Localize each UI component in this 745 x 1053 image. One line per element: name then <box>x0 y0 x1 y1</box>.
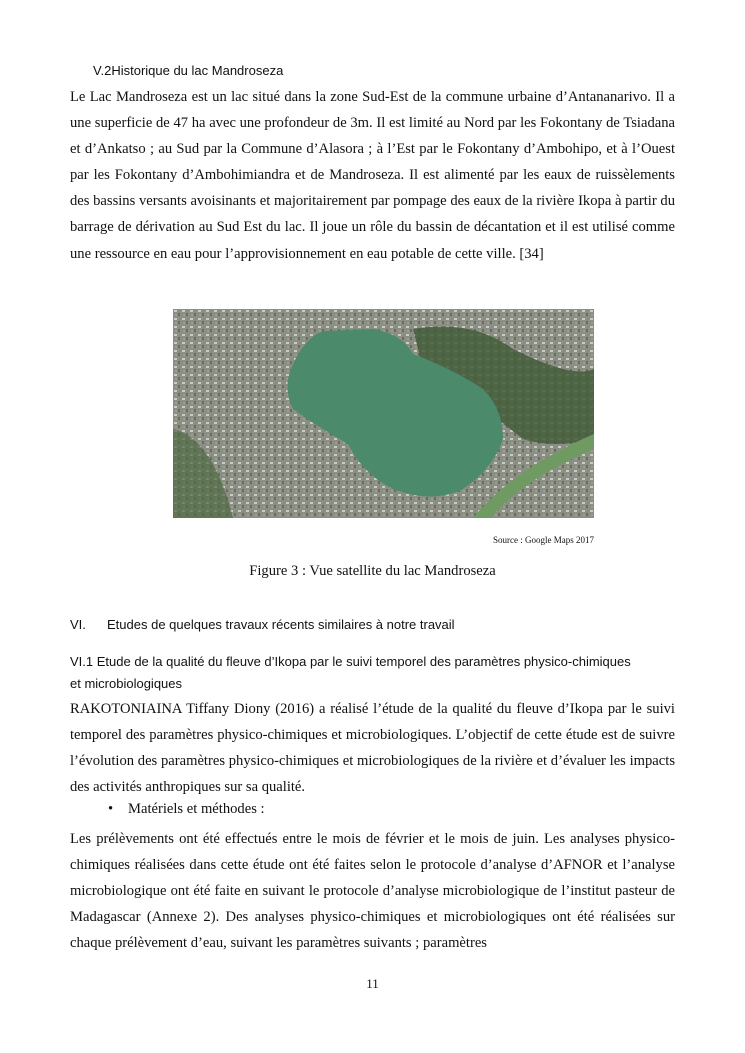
section-heading-vi1-line2: et microbiologiques <box>70 676 183 691</box>
paragraph-rakotoniaina: RAKOTONIAINA Tiffany Diony (2016) a réalisé l’étude de la qualité du fleuve d’Ikopa par le suivi temporel des paramètres physico-chimiques et microbiologiques. L’objectif de cette étude est de suivre l’évolution des paramètres physico-chimiques et microbiologiques de la rivière et d’évaluer les impacts des activités anthropiques sur sa qualité. <box>70 701 675 796</box>
section-number-vi: VI. <box>70 617 86 632</box>
section-heading-vi1-line1: VI.1 Etude de la qualité du fleuve d’Ikopa par le suivi temporel des paramètres physico-chimiques <box>70 654 631 669</box>
bullet-icon: • <box>108 801 114 817</box>
paragraph-lac-mandroseza: Le Lac Mandroseza est un lac situé dans la zone Sud-Est de la commune urbaine d’Antananarivo. Il a une superficie de 47 ha avec une profondeur de 3m. Il est limité au Nord par les Fokontany de Tsiadana et d’Ankatso ; au Sud par la Commune d’Alasora ; à l’Est par le Fokontany d’Ambohipo, et à l’Ouest par les Fokontany d’Ambohimiandra et de Mandroseza. Il est alimenté par les eaux de ruissèlements des bassins versants avoisinants et majoritairement par pompage des eaux de la rivière Ikopa à partir du barrage de dérivation au Sud Est du lac. Il joue un rôle du bassin de décantation et il est utilisé comme une ressource en eau pour l’approvisionnement en eau potable de cette ville. [34] <box>70 89 675 262</box>
bullet-materiels-methodes: Matériels et méthodes : <box>128 801 265 817</box>
paragraph-prelevements: Les prélèvements ont été effectués entre le mois de février et le mois de juin. Les analyses physico-chimiques réalisées dans cette étude ont été faites selon le protocole d’analyse d’AFNOR et l’analyse microbiologique ont été faite en suivant le protocole d’analyse microbiologique de l’institut pasteur de Madagascar (Annexe 2). Des analyses physico-chimiques et microbiologiques ont été réalisées sur chaque prélèvement d’eau, suivant les paramètres suivants ; paramètres <box>70 831 675 952</box>
page-number: 11 <box>366 976 379 991</box>
section-heading-v2: V.2Historique du lac Mandroseza <box>93 63 284 78</box>
figure-source: Source : Google Maps 2017 <box>493 535 594 545</box>
satellite-image <box>173 309 594 518</box>
section-heading-vi: Etudes de quelques travaux récents similaires à notre travail <box>107 617 455 632</box>
figure-caption: Figure 3 : Vue satellite du lac Mandroseza <box>249 563 496 579</box>
